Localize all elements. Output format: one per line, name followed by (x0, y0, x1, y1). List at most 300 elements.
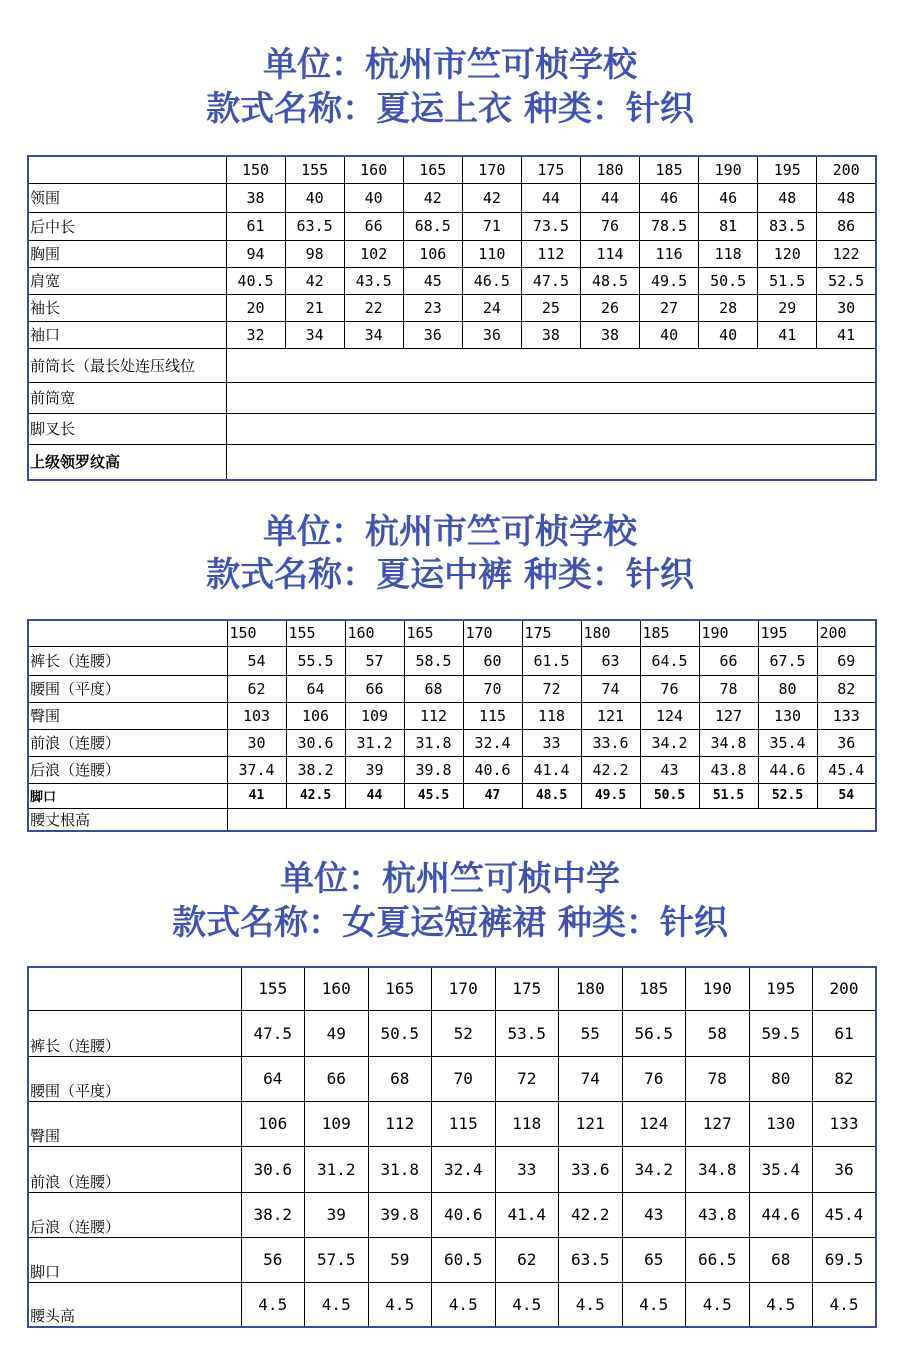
measurement-value: 55.5 (286, 646, 345, 675)
measurement-value: 44.6 (758, 756, 817, 783)
measurement-value: 41 (227, 783, 286, 808)
size-header-cell: 165 (404, 620, 463, 646)
measurement-value: 44 (345, 783, 404, 808)
measurement-label: 胸围 (28, 240, 226, 267)
measurement-label: 腰围（平度） (28, 1056, 241, 1101)
measurement-value: 35.4 (749, 1146, 813, 1192)
measurement-value: 69.5 (813, 1237, 877, 1282)
measurement-value: 39 (305, 1192, 369, 1237)
empty-measurement-row (28, 413, 876, 444)
measurement-value: 21 (285, 294, 344, 321)
size-header-cell: 180 (580, 156, 639, 183)
measurement-value: 63 (581, 646, 640, 675)
measurement-value: 116 (640, 240, 699, 267)
measurement-value: 76 (640, 675, 699, 702)
measurement-value: 47.5 (521, 267, 580, 294)
measurement-value: 47 (463, 783, 522, 808)
measurement-value: 30.6 (286, 729, 345, 756)
size-header-cell: 155 (285, 156, 344, 183)
measurement-value: 61 (226, 212, 285, 240)
measurement-value: 32 (226, 321, 285, 348)
measurement-value: 61 (813, 1010, 877, 1056)
measurement-value: 94 (226, 240, 285, 267)
measurement-value: 52.5 (817, 267, 876, 294)
measurement-value: 34.8 (686, 1146, 750, 1192)
section3-title-style: 款式名称：女夏运短裤裙 种类：针织 (172, 903, 728, 943)
size-header-cell: 165 (403, 156, 462, 183)
measurement-row (28, 1237, 876, 1282)
measurement-value: 70 (463, 675, 522, 702)
measurement-value: 30 (227, 729, 286, 756)
header-corner-cell (28, 620, 227, 646)
measurement-value: 80 (758, 675, 817, 702)
size-header-cell: 170 (462, 156, 521, 183)
measurement-value: 29 (758, 294, 817, 321)
size-header-cell: 200 (817, 620, 876, 646)
measurement-value: 62 (495, 1237, 559, 1282)
measurement-row (28, 1282, 876, 1327)
measurement-value: 44 (521, 183, 580, 212)
measurement-label: 裤长（连腰） (28, 646, 227, 675)
section1-title-style: 款式名称：夏运上衣 种类：针织 (206, 89, 694, 129)
measurement-value: 76 (580, 212, 639, 240)
measurement-value: 58 (686, 1010, 750, 1056)
measurement-value: 68 (368, 1056, 432, 1101)
measurement-value: 25 (521, 294, 580, 321)
measurement-value: 102 (344, 240, 403, 267)
size-header-cell: 160 (344, 156, 403, 183)
measurement-label: 袖口 (28, 321, 226, 348)
measurement-row (28, 1192, 876, 1237)
measurement-value: 49.5 (581, 783, 640, 808)
measurement-value: 72 (495, 1056, 559, 1101)
measurement-value: 55 (559, 1010, 623, 1056)
measurement-value: 83.5 (758, 212, 817, 240)
size-header-cell: 200 (817, 156, 876, 183)
measurement-value: 63.5 (285, 212, 344, 240)
measurement-value: 46.5 (462, 267, 521, 294)
empty-row-value (226, 444, 876, 480)
size-header-cell: 185 (640, 620, 699, 646)
empty-row-label: 上级领罗纹高 (28, 444, 226, 480)
measurement-value: 36 (462, 321, 521, 348)
measurement-value: 57.5 (305, 1237, 369, 1282)
measurement-value: 38.2 (286, 756, 345, 783)
measurement-value: 45 (403, 267, 462, 294)
measurement-value: 114 (580, 240, 639, 267)
measurement-value: 23 (403, 294, 462, 321)
measurement-value: 4.5 (686, 1282, 750, 1327)
measurement-value: 115 (463, 702, 522, 729)
measurement-value: 42.2 (581, 756, 640, 783)
size-header-cell: 160 (345, 620, 404, 646)
measurement-value: 42.5 (286, 783, 345, 808)
measurement-value: 106 (403, 240, 462, 267)
measurement-value: 34.8 (699, 729, 758, 756)
measurement-value: 78.5 (640, 212, 699, 240)
measurement-value: 59 (368, 1237, 432, 1282)
measurement-value: 37.4 (227, 756, 286, 783)
empty-row-value (226, 348, 876, 382)
measurement-value: 45.5 (404, 783, 463, 808)
measurement-value: 52.5 (758, 783, 817, 808)
empty-row-value (227, 808, 876, 831)
measurement-value: 42.2 (559, 1192, 623, 1237)
measurement-row (28, 783, 876, 808)
measurement-row (28, 1010, 876, 1056)
measurement-row (28, 183, 876, 212)
measurement-value: 118 (495, 1101, 559, 1146)
measurement-value: 51.5 (699, 783, 758, 808)
measurement-value: 54 (227, 646, 286, 675)
measurement-value: 110 (462, 240, 521, 267)
measurement-value: 43.8 (699, 756, 758, 783)
measurement-value: 61.5 (522, 646, 581, 675)
measurement-value: 4.5 (622, 1282, 686, 1327)
measurement-value: 49.5 (640, 267, 699, 294)
measurement-value: 112 (404, 702, 463, 729)
measurement-value: 81 (699, 212, 758, 240)
measurement-label: 肩宽 (28, 267, 226, 294)
size-header-cell: 155 (286, 620, 345, 646)
empty-row-label: 前筒长（最长处连压线位 (28, 348, 226, 382)
measurement-label: 臀围 (28, 702, 227, 729)
measurement-value: 40.5 (226, 267, 285, 294)
section2-title-style: 款式名称：夏运中裤 种类：针织 (206, 555, 694, 595)
measurement-value: 50.5 (640, 783, 699, 808)
measurement-value: 62 (227, 675, 286, 702)
size-header-cell: 190 (699, 620, 758, 646)
measurement-label: 脚口 (28, 783, 227, 808)
measurement-value: 33 (495, 1146, 559, 1192)
measurement-value: 118 (522, 702, 581, 729)
measurement-value: 44 (580, 183, 639, 212)
measurement-value: 98 (285, 240, 344, 267)
header-corner-cell (28, 156, 226, 183)
measurement-value: 66 (345, 675, 404, 702)
measurement-value: 46 (699, 183, 758, 212)
measurement-value: 112 (368, 1101, 432, 1146)
measurement-row (28, 1056, 876, 1101)
measurement-value: 40 (285, 183, 344, 212)
measurement-value: 127 (686, 1101, 750, 1146)
measurement-value: 48.5 (580, 267, 639, 294)
measurement-value: 4.5 (559, 1282, 623, 1327)
measurement-value: 63.5 (559, 1237, 623, 1282)
measurement-value: 31.8 (368, 1146, 432, 1192)
measurement-value: 66 (344, 212, 403, 240)
measurement-value: 30 (817, 294, 876, 321)
measurement-label: 后浪（连腰） (28, 756, 227, 783)
size-header-cell: 155 (241, 967, 305, 1010)
measurement-value: 22 (344, 294, 403, 321)
measurement-value: 39.8 (404, 756, 463, 783)
size-header-cell: 195 (758, 620, 817, 646)
measurement-row (28, 675, 876, 702)
measurement-value: 50.5 (368, 1010, 432, 1056)
measurement-value: 4.5 (495, 1282, 559, 1327)
measurement-value: 64.5 (640, 646, 699, 675)
measurement-value: 38 (226, 183, 285, 212)
measurement-value: 35.4 (758, 729, 817, 756)
measurement-value: 112 (521, 240, 580, 267)
measurement-value: 78 (686, 1056, 750, 1101)
measurement-value: 39 (345, 756, 404, 783)
size-header-cell: 150 (226, 156, 285, 183)
measurement-value: 34 (285, 321, 344, 348)
measurement-value: 74 (581, 675, 640, 702)
measurement-value: 121 (581, 702, 640, 729)
measurement-value: 59.5 (749, 1010, 813, 1056)
measurement-value: 51.5 (758, 267, 817, 294)
size-header-row (28, 156, 876, 183)
measurement-value: 68.5 (403, 212, 462, 240)
size-header-cell: 190 (686, 967, 750, 1010)
measurement-value: 76 (622, 1056, 686, 1101)
size-header-cell: 170 (432, 967, 496, 1010)
measurement-label: 前浪（连腰） (28, 729, 227, 756)
measurement-value: 36 (403, 321, 462, 348)
measurement-value: 42 (285, 267, 344, 294)
measurement-value: 26 (580, 294, 639, 321)
measurement-value: 31.8 (404, 729, 463, 756)
measurement-value: 82 (817, 675, 876, 702)
measurement-value: 50.5 (699, 267, 758, 294)
measurement-label: 脚口 (28, 1237, 241, 1282)
measurement-label: 前浪（连腰） (28, 1146, 241, 1192)
measurement-value: 72 (522, 675, 581, 702)
size-header-cell: 185 (640, 156, 699, 183)
measurement-value: 49 (305, 1010, 369, 1056)
size-header-cell: 160 (305, 967, 369, 1010)
measurement-value: 133 (817, 702, 876, 729)
section3-title-unit: 单位：杭州竺可桢中学 (280, 859, 620, 899)
measurement-label: 腰头高 (28, 1282, 241, 1327)
header-corner-cell (28, 967, 241, 1010)
measurement-value: 28 (699, 294, 758, 321)
measurement-row (28, 294, 876, 321)
measurement-value: 74 (559, 1056, 623, 1101)
measurement-value: 48 (817, 183, 876, 212)
measurement-value: 65 (622, 1237, 686, 1282)
size-header-cell: 150 (227, 620, 286, 646)
measurement-value: 70 (432, 1056, 496, 1101)
measurement-value: 40.6 (432, 1192, 496, 1237)
measurement-value: 52 (432, 1010, 496, 1056)
measurement-value: 43 (622, 1192, 686, 1237)
size-header-cell: 175 (522, 620, 581, 646)
size-header-cell: 175 (521, 156, 580, 183)
measurement-value: 56 (241, 1237, 305, 1282)
measurement-value: 4.5 (241, 1282, 305, 1327)
measurement-value: 41.4 (522, 756, 581, 783)
measurement-value: 31.2 (305, 1146, 369, 1192)
measurement-value: 109 (305, 1101, 369, 1146)
measurement-value: 57 (345, 646, 404, 675)
measurement-value: 4.5 (305, 1282, 369, 1327)
measurement-value: 36 (817, 729, 876, 756)
size-header-cell: 195 (749, 967, 813, 1010)
measurement-value: 130 (749, 1101, 813, 1146)
measurement-row (28, 1101, 876, 1146)
measurement-value: 31.2 (345, 729, 404, 756)
measurement-value: 103 (227, 702, 286, 729)
section1-title-unit: 单位：杭州市竺可桢学校 (263, 45, 637, 85)
measurement-value: 30.6 (241, 1146, 305, 1192)
measurement-value: 121 (559, 1101, 623, 1146)
measurement-value: 4.5 (368, 1282, 432, 1327)
measurement-label: 裤长（连腰） (28, 1010, 241, 1056)
measurement-value: 68 (404, 675, 463, 702)
measurement-label: 后中长 (28, 212, 226, 240)
measurement-value: 42 (403, 183, 462, 212)
measurement-value: 43 (640, 756, 699, 783)
empty-measurement-row (28, 382, 876, 413)
measurement-value: 47.5 (241, 1010, 305, 1056)
measurement-value: 71 (462, 212, 521, 240)
measurement-value: 33.6 (559, 1146, 623, 1192)
measurement-value: 60 (463, 646, 522, 675)
measurement-value: 69 (817, 646, 876, 675)
measurement-value: 106 (241, 1101, 305, 1146)
measurement-value: 33.6 (581, 729, 640, 756)
measurement-value: 53.5 (495, 1010, 559, 1056)
measurement-value: 130 (758, 702, 817, 729)
measurement-row (28, 646, 876, 675)
measurement-row (28, 729, 876, 756)
measurement-value: 27 (640, 294, 699, 321)
empty-row-label: 前筒宽 (28, 382, 226, 413)
empty-row-value (226, 413, 876, 444)
size-table-skort (27, 966, 877, 1328)
measurement-value: 120 (758, 240, 817, 267)
measurement-value: 42 (462, 183, 521, 212)
measurement-value: 58.5 (404, 646, 463, 675)
measurement-row (28, 1146, 876, 1192)
measurement-value: 60.5 (432, 1237, 496, 1282)
measurement-value: 106 (286, 702, 345, 729)
measurement-value: 40 (344, 183, 403, 212)
measurement-value: 46 (640, 183, 699, 212)
size-header-row (28, 967, 876, 1010)
section2-title-unit: 单位：杭州市竺可桢学校 (263, 512, 637, 552)
measurement-label: 臀围 (28, 1101, 241, 1146)
size-header-cell: 200 (813, 967, 877, 1010)
measurement-value: 73.5 (521, 212, 580, 240)
measurement-value: 56.5 (622, 1010, 686, 1056)
size-header-cell: 165 (368, 967, 432, 1010)
measurement-label: 腰围（平度） (28, 675, 227, 702)
empty-measurement-row (28, 808, 876, 831)
measurement-value: 44.6 (749, 1192, 813, 1237)
measurement-value: 68 (749, 1237, 813, 1282)
measurement-row (28, 240, 876, 267)
measurement-value: 54 (817, 783, 876, 808)
size-header-cell: 185 (622, 967, 686, 1010)
measurement-value: 124 (640, 702, 699, 729)
measurement-value: 4.5 (432, 1282, 496, 1327)
measurement-value: 36 (813, 1146, 877, 1192)
measurement-value: 45.4 (817, 756, 876, 783)
measurement-row (28, 702, 876, 729)
measurement-value: 40 (640, 321, 699, 348)
measurement-value: 80 (749, 1056, 813, 1101)
measurement-value: 109 (345, 702, 404, 729)
measurement-value: 133 (813, 1101, 877, 1146)
empty-row-value (226, 382, 876, 413)
measurement-value: 43.8 (686, 1192, 750, 1237)
measurement-value: 38 (521, 321, 580, 348)
measurement-value: 45.4 (813, 1192, 877, 1237)
measurement-value: 24 (462, 294, 521, 321)
measurement-value: 34.2 (640, 729, 699, 756)
measurement-value: 40 (699, 321, 758, 348)
measurement-value: 64 (241, 1056, 305, 1101)
measurement-value: 32.4 (432, 1146, 496, 1192)
empty-row-label: 腰丈根高 (28, 808, 227, 831)
size-header-row (28, 620, 876, 646)
size-header-cell: 175 (495, 967, 559, 1010)
size-table-top (27, 155, 877, 481)
measurement-value: 66 (305, 1056, 369, 1101)
measurement-value: 39.8 (368, 1192, 432, 1237)
measurement-value: 34 (344, 321, 403, 348)
measurement-value: 64 (286, 675, 345, 702)
measurement-value: 34.2 (622, 1146, 686, 1192)
measurement-value: 122 (817, 240, 876, 267)
measurement-value: 41 (758, 321, 817, 348)
measurement-row (28, 212, 876, 240)
measurement-value: 40.6 (463, 756, 522, 783)
measurement-value: 48.5 (522, 783, 581, 808)
measurement-value: 4.5 (749, 1282, 813, 1327)
measurement-value: 4.5 (813, 1282, 877, 1327)
measurement-value: 38 (580, 321, 639, 348)
size-header-cell: 195 (758, 156, 817, 183)
size-header-cell: 180 (559, 967, 623, 1010)
measurement-value: 33 (522, 729, 581, 756)
measurement-value: 86 (817, 212, 876, 240)
measurement-value: 38.2 (241, 1192, 305, 1237)
measurement-value: 118 (699, 240, 758, 267)
measurement-value: 127 (699, 702, 758, 729)
measurement-label: 袖长 (28, 294, 226, 321)
size-table-pants (27, 619, 877, 832)
measurement-value: 20 (226, 294, 285, 321)
measurement-row (28, 321, 876, 348)
measurement-value: 124 (622, 1101, 686, 1146)
measurement-value: 66 (699, 646, 758, 675)
measurement-value: 32.4 (463, 729, 522, 756)
measurement-value: 66.5 (686, 1237, 750, 1282)
empty-measurement-row (28, 348, 876, 382)
measurement-value: 115 (432, 1101, 496, 1146)
empty-measurement-row (28, 444, 876, 480)
measurement-row (28, 267, 876, 294)
measurement-value: 67.5 (758, 646, 817, 675)
measurement-label: 后浪（连腰） (28, 1192, 241, 1237)
measurement-value: 78 (699, 675, 758, 702)
measurement-value: 48 (758, 183, 817, 212)
measurement-value: 82 (813, 1056, 877, 1101)
measurement-value: 41.4 (495, 1192, 559, 1237)
empty-row-label: 脚叉长 (28, 413, 226, 444)
measurement-label: 领围 (28, 183, 226, 212)
measurement-value: 41 (817, 321, 876, 348)
measurement-row (28, 756, 876, 783)
size-header-cell: 180 (581, 620, 640, 646)
measurement-value: 43.5 (344, 267, 403, 294)
